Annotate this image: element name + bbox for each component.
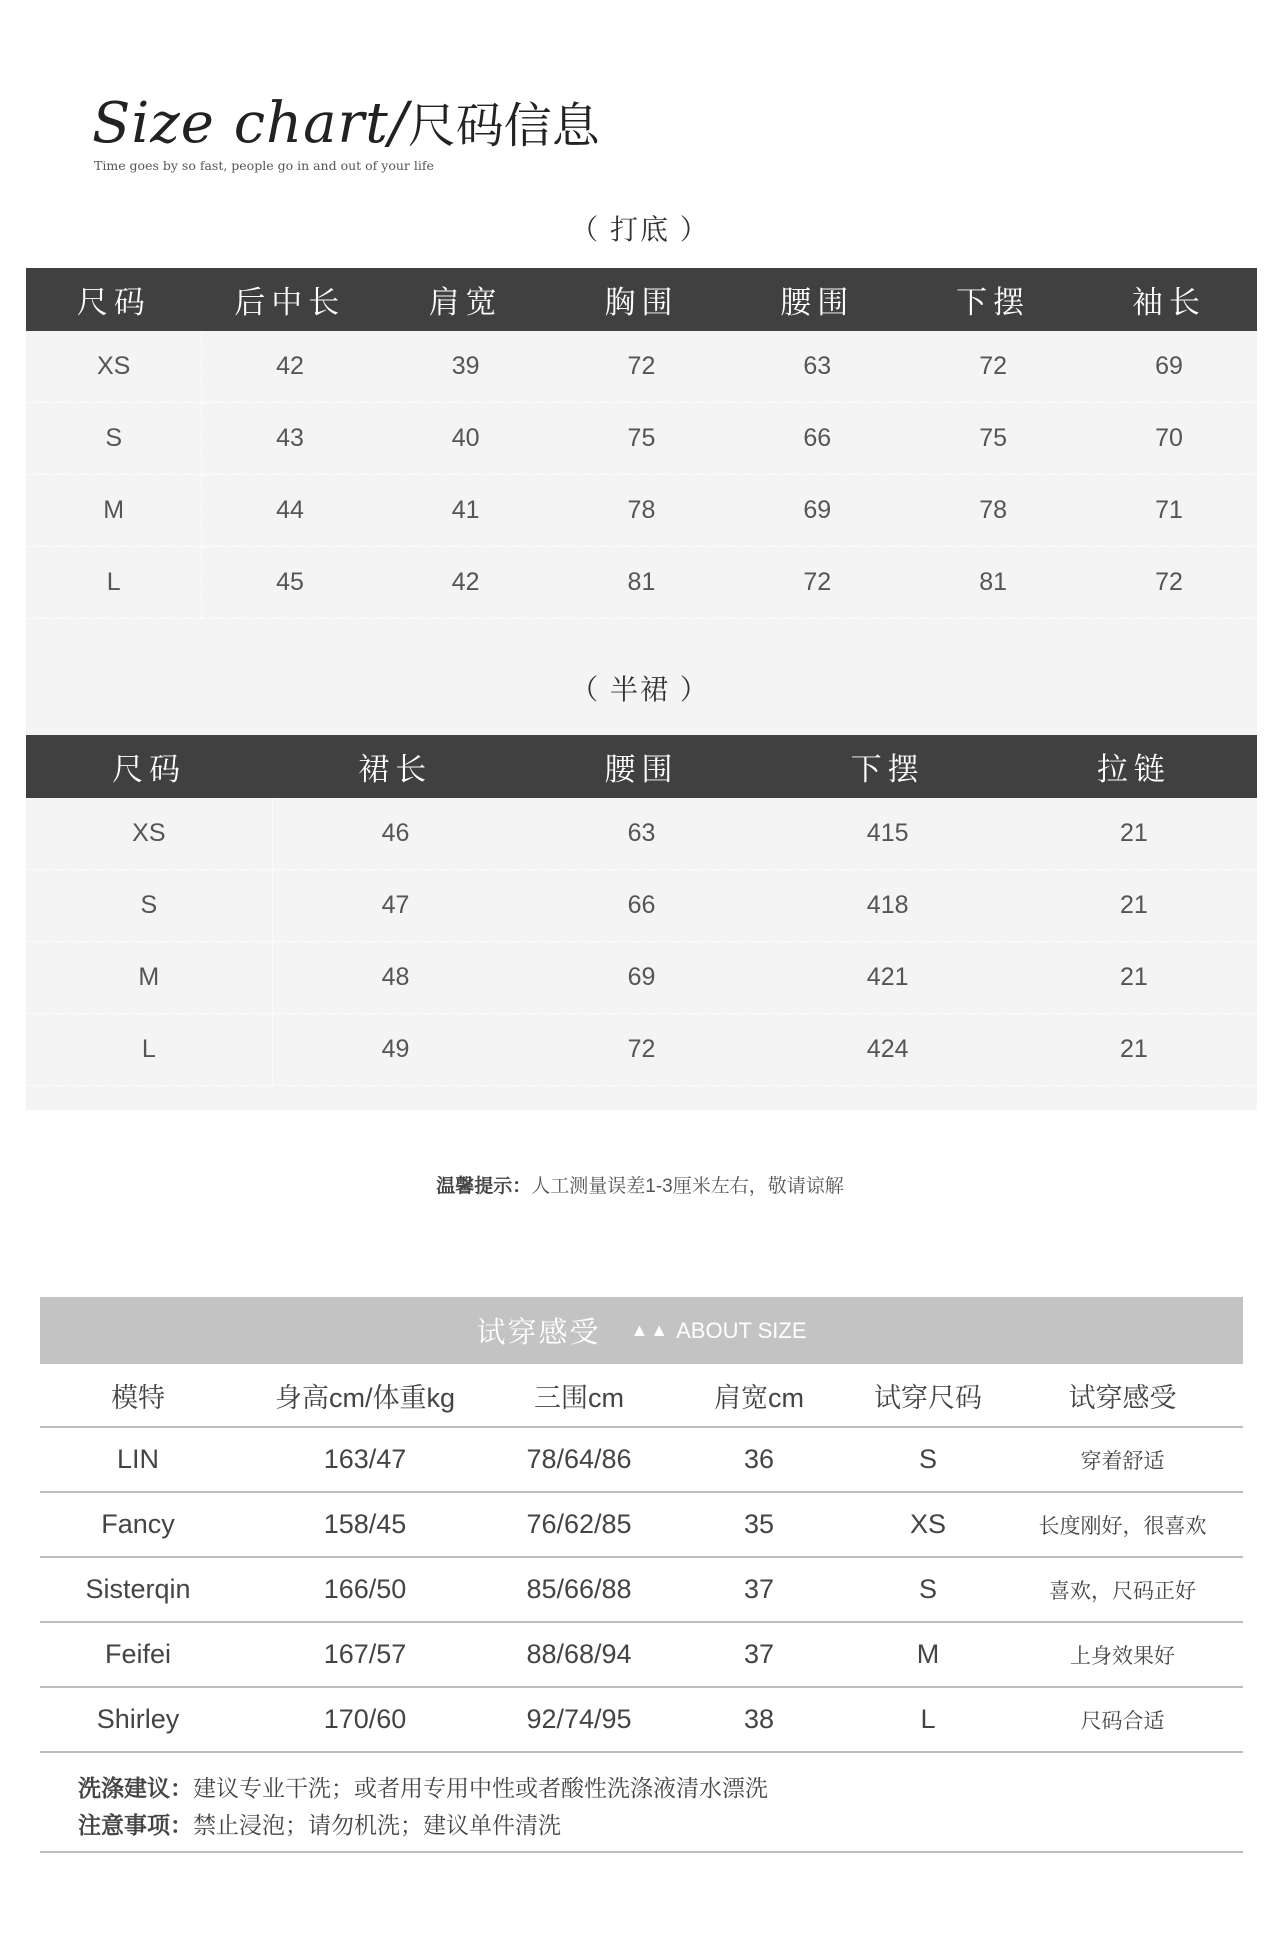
table-cell: 42 [378,547,554,619]
table-cell: 41 [378,475,554,547]
table-cell: M [26,942,272,1014]
table-cell: 37 [664,1622,854,1687]
table-row [26,942,1257,1014]
title-separator: / [388,91,408,156]
column-header: 肩宽 [378,268,554,331]
table-cell: 76/62/85 [494,1492,664,1557]
table-cell: 75 [905,403,1081,475]
table-cell: 69 [518,942,764,1014]
table-cell: 66 [518,870,764,942]
column-header: 下摆 [765,735,1011,798]
column-header: 下摆 [905,268,1081,331]
table-row [26,547,1257,619]
table-cell: 158/45 [236,1492,494,1557]
table-cell: 92/74/95 [494,1687,664,1752]
table-cell: 71 [1081,475,1257,547]
top-table-label: （ 打底 ） [570,214,710,245]
top-size-table [26,268,1257,619]
table-cell: 66 [729,403,905,475]
table-cell: 48 [272,942,518,1014]
note-label: 注意事项： [78,1812,193,1838]
table-cell: XS [26,331,202,403]
title-english: Size chart [92,91,389,156]
column-header: 身高cm/体重kg [236,1364,494,1427]
care-notes [78,1807,768,1844]
column-header: 尺码 [26,268,202,331]
table-cell: S [26,870,272,942]
table-cell: 163/47 [236,1427,494,1492]
table-cell: M [26,475,202,547]
table-cell: 166/50 [236,1557,494,1622]
column-header: 胸围 [554,268,730,331]
table-row [40,1427,1243,1492]
page-title [92,91,600,156]
column-header: 拉链 [1011,735,1257,798]
table-row [26,798,1257,870]
column-header: 试穿感受 [1002,1364,1243,1427]
table-cell: 69 [729,475,905,547]
table-cell: 49 [272,1014,518,1086]
table-cell: 穿着舒适 [1002,1427,1243,1492]
table-cell: 39 [378,331,554,403]
column-header: 袖长 [1081,268,1257,331]
table-cell: 88/68/94 [494,1622,664,1687]
table-cell: 81 [905,547,1081,619]
table-cell: 43 [202,403,378,475]
page-subtitle: Time goes by so fast, people go in and out of your life [94,158,434,173]
skirt-table-label: （ 半裙 ） [570,674,710,705]
column-header: 肩宽cm [664,1364,854,1427]
notice-text: 人工测量误差1-3厘米左右，敬请谅解 [531,1176,844,1197]
table-cell: 喜欢，尺码正好 [1002,1557,1243,1622]
table-row [40,1557,1243,1622]
tryon-banner-title: 试穿感受 [476,1317,601,1349]
table-row [40,1687,1243,1752]
table-header-row [26,268,1257,331]
table-cell: 尺码合适 [1002,1687,1243,1752]
table-cell: 72 [518,1014,764,1086]
table-cell: Shirley [40,1687,236,1752]
table-cell: 36 [664,1427,854,1492]
table-row [26,403,1257,475]
table-row [26,1014,1257,1086]
table-cell: 75 [554,403,730,475]
table-cell: 72 [729,547,905,619]
table-cell: 63 [518,798,764,870]
table-cell: 42 [202,331,378,403]
table-cell: XS [26,798,272,870]
table-cell: 37 [664,1557,854,1622]
table-cell: 21 [1011,1014,1257,1086]
table-cell: 72 [1081,547,1257,619]
table-cell: 81 [554,547,730,619]
table-cell: 44 [202,475,378,547]
table-cell: Sisterqin [40,1557,236,1622]
column-header: 后中长 [202,268,378,331]
table-cell: 21 [1011,798,1257,870]
table-row [40,1492,1243,1557]
column-header: 试穿尺码 [854,1364,1002,1427]
table-cell: 78/64/86 [494,1427,664,1492]
table-cell: L [854,1687,1002,1752]
table-cell: 78 [905,475,1081,547]
note-text: 禁止浸泡；请勿机洗；建议单件清洗 [193,1812,561,1838]
table-cell: 418 [765,870,1011,942]
table-row [26,331,1257,403]
table-cell: L [26,1014,272,1086]
table-cell: 35 [664,1492,854,1557]
table-header-row [26,735,1257,798]
wash-advice [78,1770,768,1807]
measurement-notice [0,1171,1280,1198]
table-cell: 72 [905,331,1081,403]
column-header: 腰围 [518,735,764,798]
column-header: 裙长 [272,735,518,798]
title-chinese: 尺码信息 [407,98,600,154]
triangle-icon: ▲▲ [630,1320,671,1340]
table-cell: 45 [202,547,378,619]
table-cell: 21 [1011,870,1257,942]
table-header-row [40,1364,1243,1427]
skirt-size-table [26,735,1257,1086]
bottom-divider [40,1851,1243,1853]
table-cell: 167/57 [236,1622,494,1687]
table-cell: 21 [1011,942,1257,1014]
table-cell: LIN [40,1427,236,1492]
page-header [92,91,600,173]
wash-text: 建议专业干洗；或者用专用中性或者酸性洗涤液清水漂洗 [193,1775,768,1801]
table-cell: 72 [554,331,730,403]
table-cell: 47 [272,870,518,942]
table-row [40,1622,1243,1687]
table-cell: 40 [378,403,554,475]
table-cell: 70 [1081,403,1257,475]
table-cell: S [854,1557,1002,1622]
table-cell: 421 [765,942,1011,1014]
notice-label: 温馨提示： [436,1176,532,1197]
wash-label: 洗涤建议： [78,1775,193,1801]
table-cell: 46 [272,798,518,870]
table-cell: 长度刚好，很喜欢 [1002,1492,1243,1557]
table-cell: 78 [554,475,730,547]
table-cell: L [26,547,202,619]
column-header: 腰围 [729,268,905,331]
table-row [26,870,1257,942]
tryon-banner-subtitle: ABOUT SIZE [676,1317,807,1343]
table-cell: 415 [765,798,1011,870]
table-row [26,475,1257,547]
table-cell: 69 [1081,331,1257,403]
tryon-table [40,1364,1243,1753]
table-cell: Fancy [40,1492,236,1557]
table-cell: Feifei [40,1622,236,1687]
table-cell: S [26,403,202,475]
table-cell: 上身效果好 [1002,1622,1243,1687]
column-header: 三围cm [494,1364,664,1427]
column-header: 尺码 [26,735,272,798]
table-cell: S [854,1427,1002,1492]
column-header: 模特 [40,1364,236,1427]
table-cell: XS [854,1492,1002,1557]
table-cell: M [854,1622,1002,1687]
tryon-banner [40,1297,1243,1364]
table-cell: 63 [729,331,905,403]
table-cell: 424 [765,1014,1011,1086]
table-cell: 170/60 [236,1687,494,1752]
table-cell: 85/66/88 [494,1557,664,1622]
care-instructions [78,1770,768,1844]
table-cell: 38 [664,1687,854,1752]
